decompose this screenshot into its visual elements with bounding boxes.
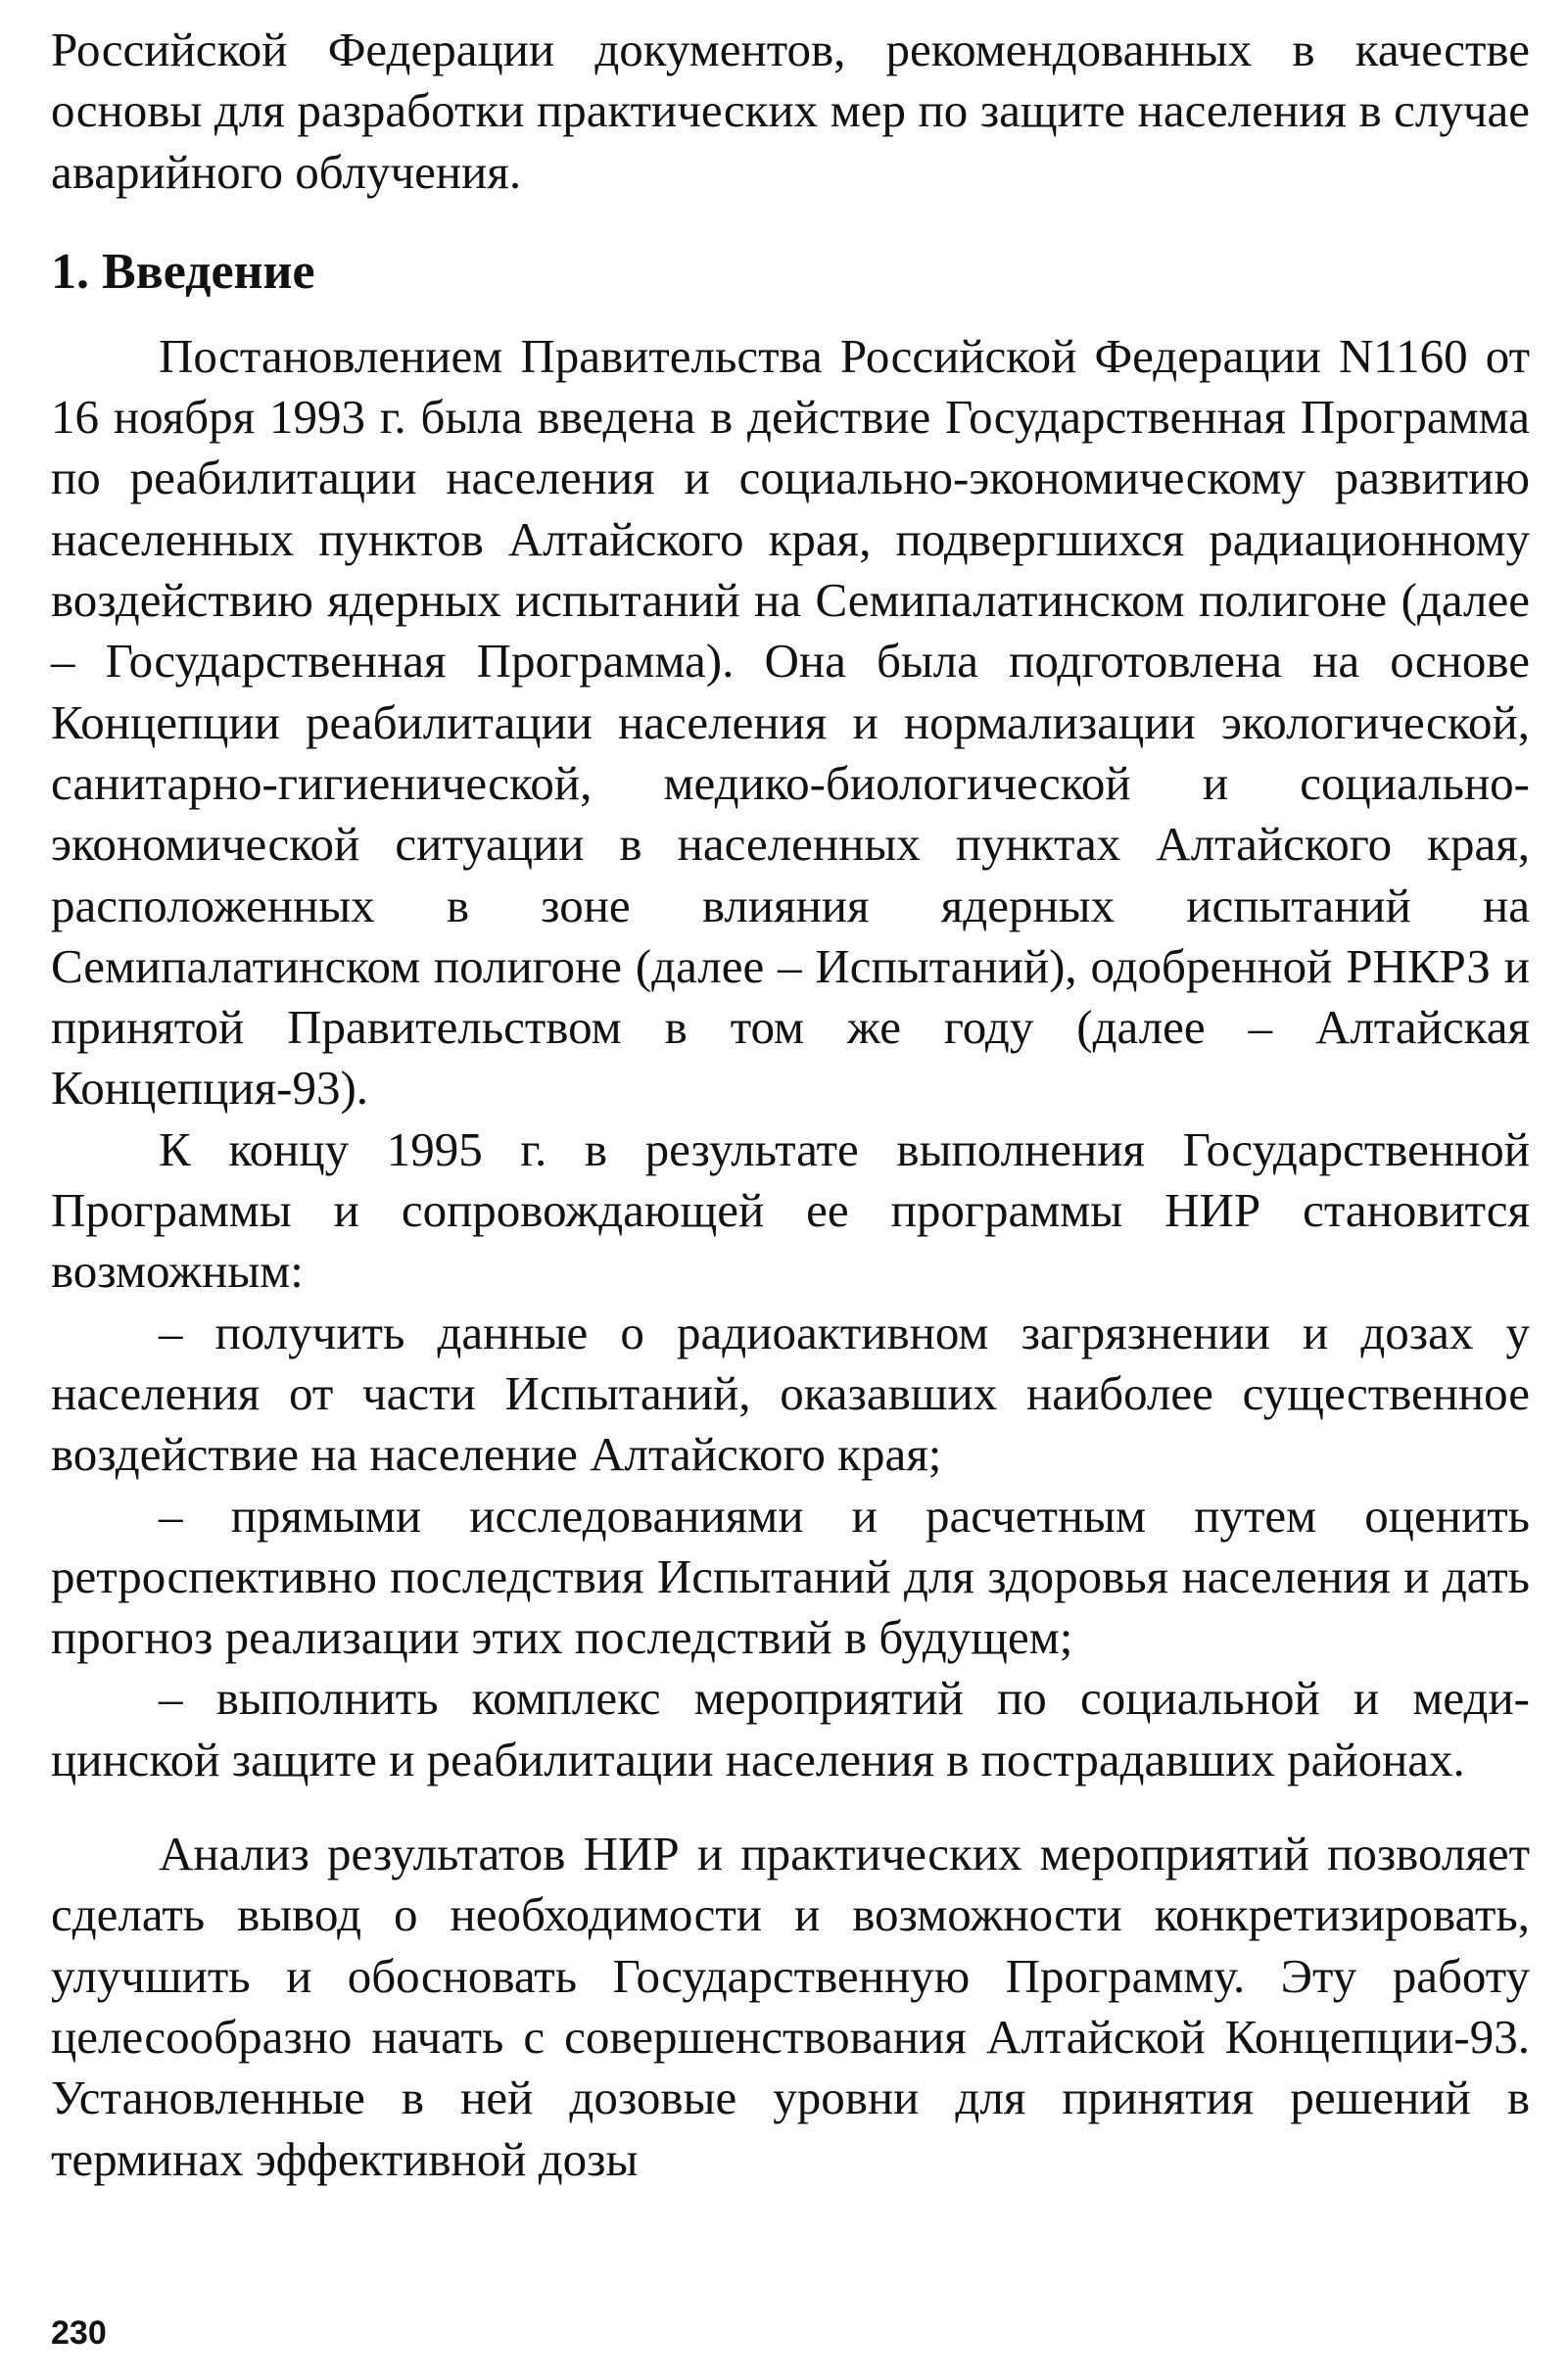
continuation-paragraph: Российской Федерации документов, рекомендованных в качестве основы для разработки практических мер по защите населения в случае аварийного облучения. [51, 23, 1530, 199]
page-number: 230 [51, 2314, 107, 2352]
paragraph-analysis: Анализ результатов НИР и практических мероприятий позволяет сделать вывод о необходимости и возможности конкретизировать, улучшить и обосновать Государственную Программу. Эту работу целесообразно начать с совершенствования Алтайской Концепции-93. Установленные в ней дозовые уровни для принятия решений в терминах эффективной дозы [51, 1827, 1530, 2186]
list-item-assessment: – прямыми исследованиями и расчетным путем оценить ретроспективно последствия Испытаний для здоровья населения и дать прогноз реализации этих последствий в будущем; [51, 1488, 1530, 1665]
document-page [51, 20, 1530, 2360]
paragraph-intro: Постановлением Правительства Российской Федерации N1160 от 16 ноября 1993 г. была введена в действие Государственная Программа по реабилитации населения и социально-экономическому развитию населенных пунктов Алтайского края, подвергшихся радиационному воздействию ядерных испытаний на Семипалатинском полигоне (далее – Государственная Программа). Она была подготовлена на основе Концепции реабилитации населения и нормализации экологической, санитарно-гигиенической, медико-биологической и социально-экономической ситуации в населенных пунктах Алтайского края, расположенных в зоне влияния ядерных испытаний на Семипалатинском полигоне (далее – Испытаний), одобренной РНКРЗ и принятой Правительством в том же году (далее – Алтайская Концепция-93). [51, 328, 1530, 1116]
paragraph-results: К концу 1995 г. в результате выполнения Государственной Программы и сопровождающей ее программы НИР становится возможным: [51, 1121, 1530, 1299]
list-item-data: – получить данные о радиоактивном загрязнении и дозах у населения от части Испытаний, оказавших наиболее существенное воздействие на население Алтайского края; [51, 1305, 1530, 1482]
list-item-measures: – выполнить комплекс мероприятий по социальной и медицинской защите и реабилитации населения в пострадавших районах. [51, 1671, 1530, 1786]
section-heading: 1. Введение [51, 243, 315, 300]
